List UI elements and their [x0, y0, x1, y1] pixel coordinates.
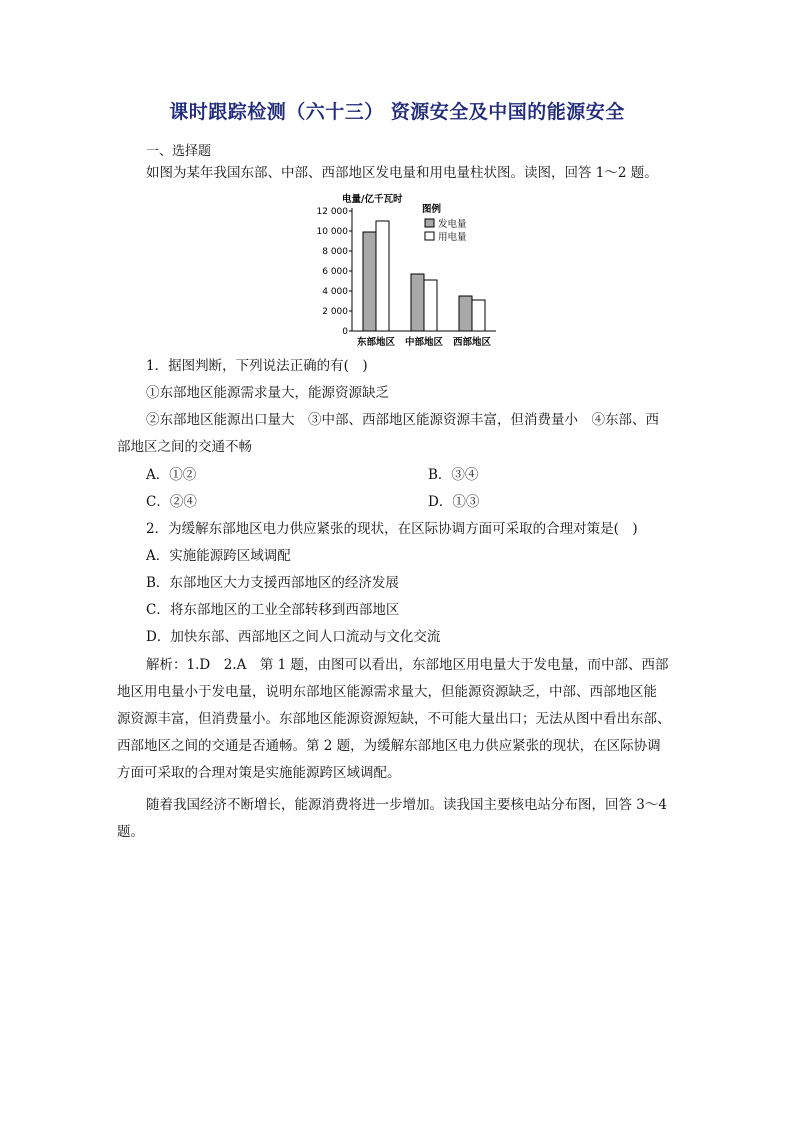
y-tick-label: 6 000 — [322, 267, 348, 277]
intro-text: 如图为某年我国东部、中部、西部地区发电量和用电量柱状图。读图，回答 1～2 题。 — [146, 165, 658, 181]
bar — [472, 300, 485, 331]
q2-option-c: C．将东部地区的工业全部转移到西部地区 — [146, 602, 400, 618]
y-tick-label: 2 000 — [322, 307, 348, 317]
next-question-intro: 随着我国经济不断增长，能源消费将进一步增加。读我国主要核电站分布图，回答 3～4 — [146, 797, 667, 813]
q2-stem: 2．为缓解东部地区电力供应紧张的现状，在区际协调方面可采取的合理对策是( ) — [146, 521, 638, 537]
x-tick-label: 东部地区 — [356, 337, 396, 348]
section-heading: 一、选择题 — [146, 144, 212, 159]
analysis-line-3: 源资源丰富，但消费量小。东部地区能源资源短缺，不可能大量出口；无法从图中看出东部、 — [117, 711, 671, 727]
analysis-line-5: 方面可采取的合理对策是实施能源跨区域调配。 — [117, 765, 401, 781]
x-tick-label: 中部地区 — [404, 337, 444, 348]
q1-option-b: B．③④ — [428, 467, 479, 483]
q1-statement-2: ②东部地区能源出口量大 ③中部、西部地区能源资源丰富，但消费量小 ④东部、西 — [146, 412, 659, 428]
y-tick-label: 8 000 — [322, 247, 348, 257]
legend-title: 图例 — [422, 204, 442, 215]
bar — [411, 274, 424, 331]
y-axis-label: 电量/亿千瓦时 — [342, 194, 403, 205]
q1-option-c: C．②④ — [146, 494, 197, 510]
y-tick-label: 4 000 — [322, 287, 348, 297]
q1-stem: 1．据图判断，下列说法正确的有( ) — [146, 358, 368, 374]
legend — [425, 218, 467, 243]
q1-option-a: A．①② — [146, 467, 197, 483]
bar — [459, 296, 472, 331]
bar — [376, 221, 389, 331]
q2-option-d: D．加快东部、西部地区之间人口流动与文化交流 — [146, 629, 441, 645]
legend-swatch — [425, 232, 434, 240]
q1-statement-1: ①东部地区能源需求量大，能源资源缺乏 — [146, 385, 389, 401]
q2-option-a: A．实施能源跨区域调配 — [146, 548, 291, 564]
x-tick-label: 西部地区 — [452, 337, 492, 348]
y-tick-label: 10 000 — [316, 227, 348, 237]
bar — [363, 232, 376, 331]
q1-statement-2-cont: 部地区之间的交通不畅 — [117, 439, 252, 455]
q1-option-d: D．①③ — [428, 494, 480, 510]
page-title: 课时跟踪检测（六十三） 资源安全及中国的能源安全 — [169, 101, 625, 123]
bar-chart — [316, 188, 510, 350]
bar — [424, 280, 437, 331]
y-tick-label: 12 000 — [316, 207, 348, 217]
analysis-line-1: 解析：1.D 2.A 第 1 题，由图可以看出，东部地区用电量大于发电量，而中部、西部 — [146, 657, 669, 673]
legend-label: 用电量 — [438, 232, 467, 243]
q2-option-b: B．东部地区大力支援西部地区的经济发展 — [146, 575, 399, 591]
x-tick-labels — [357, 336, 492, 348]
legend-swatch — [425, 219, 434, 227]
next-question-intro-cont: 题。 — [117, 824, 144, 840]
legend-label: 发电量 — [438, 219, 467, 230]
bars-group — [363, 221, 485, 331]
y-ticks — [317, 207, 353, 337]
analysis-line-4: 西部地区之间的交通是否通畅。第 2 题，为缓解东部地区电力供应紧张的现状，在区际协调 — [117, 738, 661, 754]
analysis-line-2: 地区用电量小于发电量，说明东部地区能源需求量大，但能源资源缺乏，中部、西部地区能 — [117, 684, 657, 700]
y-tick-label: 0 — [342, 327, 348, 337]
